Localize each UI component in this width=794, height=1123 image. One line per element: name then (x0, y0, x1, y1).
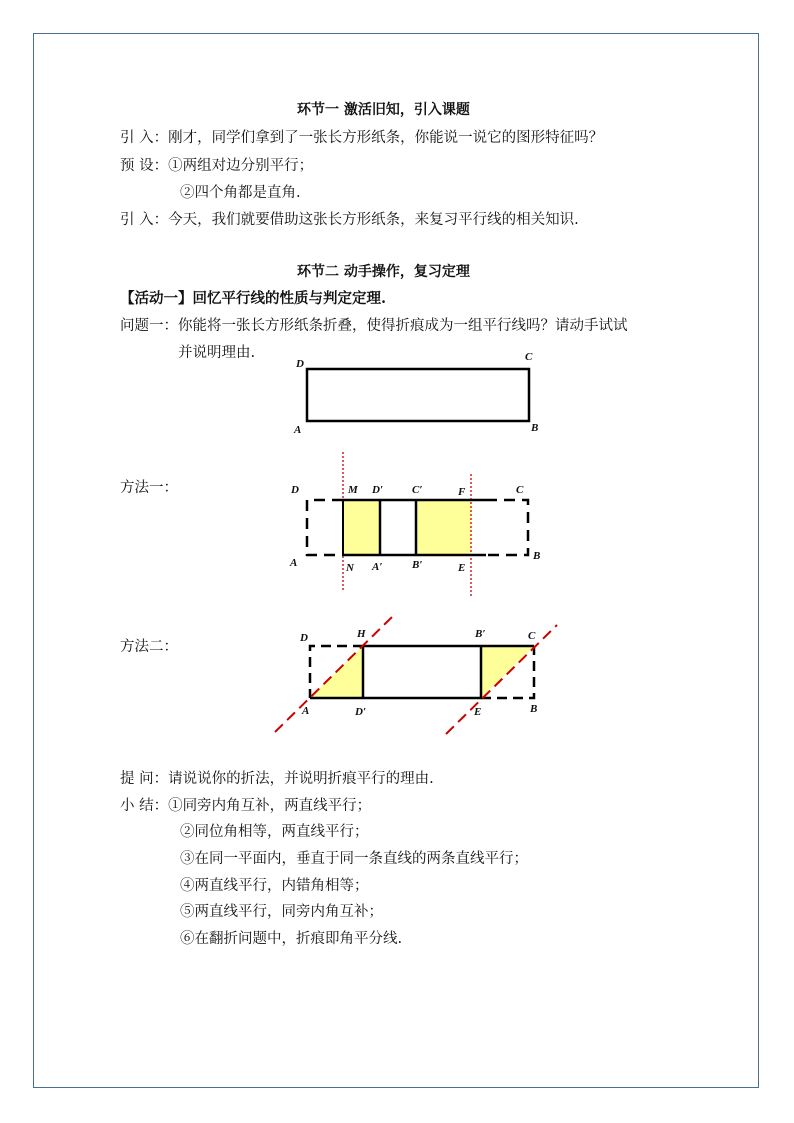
summary-item-3: ③在同一平面内，垂直于同一条直线的两条直线平行； (180, 851, 528, 867)
label-n: N (346, 562, 354, 574)
label-e: E (458, 562, 466, 574)
label-a: A (290, 557, 298, 569)
label-b-prime: B′ (412, 559, 423, 571)
preset1-text: 预 设：①两组对边分别平行； (120, 158, 314, 174)
label-d: D (300, 632, 308, 644)
label-c-prime: C′ (412, 484, 423, 496)
method1-label: 方法一： (120, 480, 178, 496)
summary-item-1: 小 结：①同旁内角互补，两直线平行； (120, 798, 372, 814)
label-h: H (357, 628, 366, 640)
label-d: D (296, 358, 304, 370)
summary-item-2: ②同位角相等，两直线平行； (180, 824, 369, 840)
label-b: B (531, 422, 539, 434)
label-a-prime: A′ (372, 561, 383, 573)
intro1-text: 引 入：刚才，同学们拿到了一张长方形纸条，你能说一说它的图形特征吗？ (120, 130, 604, 146)
label-d-prime: D′ (372, 484, 384, 496)
method2-fold-line-right (446, 625, 557, 734)
label-a: A (302, 705, 310, 717)
label-c: C (528, 630, 536, 642)
label-b-prime: B′ (475, 628, 486, 640)
activity-title: 【活动一】回忆平行线的性质与判定定理. (120, 290, 387, 307)
summary-item-4: ④两直线平行，内错角相等； (180, 878, 369, 894)
preset2-text: ②四个角都是直角. (180, 185, 301, 201)
summary-item-5: ⑤两直线平行，同旁内角互补； (180, 904, 383, 920)
method2-fold-line-left (275, 617, 392, 732)
label-e: E (474, 706, 482, 718)
intro2-text: 引 入：今天，我们就要借助这张长方形纸条，来复习平行线的相关知识. (120, 212, 579, 228)
label-f: F (458, 486, 466, 498)
label-d-prime: D′ (355, 706, 367, 718)
method2-fill-right (481, 646, 534, 698)
label-c: C (525, 351, 533, 363)
section2-title: 环节二 动手操作，复习定理 (297, 264, 470, 280)
method2-label: 方法二： (120, 639, 178, 655)
summary-item-6: ⑥在翻折问题中，折痕即角平分线. (180, 931, 403, 947)
label-b: B (530, 703, 538, 715)
label-c: C (516, 484, 524, 496)
label-d: D (291, 484, 299, 496)
section1-title: 环节一 激活旧知，引入课题 (297, 102, 470, 118)
label-b: B (533, 550, 541, 562)
label-a: A (294, 424, 302, 436)
question1-line2: 并说明理由. (178, 345, 256, 361)
label-m: M (348, 484, 358, 496)
question1-line1: 问题一：你能将一张长方形纸条折叠，使得折痕成为一组平行线吗？请动手试试 (120, 318, 628, 334)
ask-text: 提 问：请说说你的折法，并说明折痕平行的理由. (120, 771, 434, 787)
